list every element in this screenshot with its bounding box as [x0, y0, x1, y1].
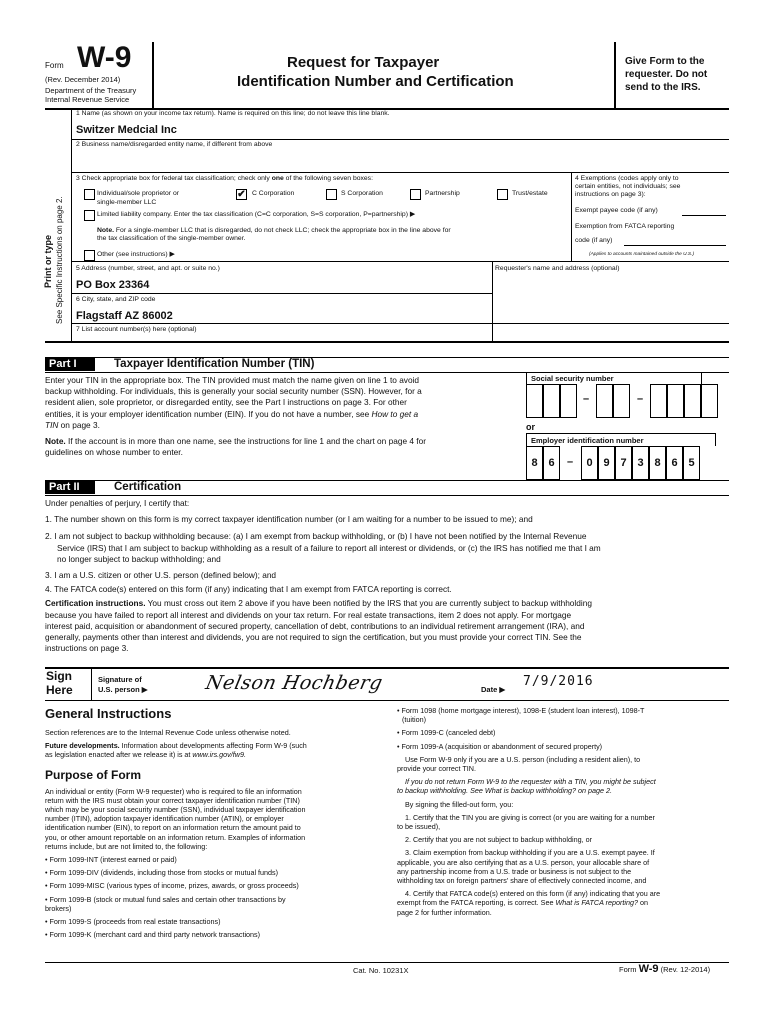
gi-pof-2: return with the IRS must obtain your correct taxpayer identification number (TIN)	[45, 795, 300, 805]
catalog-number: Cat. No. 10231X	[353, 966, 409, 975]
cert-instructions-bold: Certification instructions.	[45, 598, 146, 609]
rc-1099a: • Form 1099-A (acquisition or abandonment of secured property)	[397, 741, 603, 751]
exemptions-line1: 4 Exemptions (codes apply only to	[575, 175, 679, 182]
gi-pof-5: identification number (EIN), to report on an information return the amount paid to	[45, 823, 301, 833]
trust-estate-label: Trust/estate	[512, 190, 548, 197]
part2-title: Certification	[114, 481, 182, 493]
rc-c1b: to be issued),	[397, 822, 441, 832]
gi-section-references: Section references are to the Internal Revenue Code unless otherwise noted.	[45, 728, 291, 737]
cert-item-4: 4. The FATCA code(s) entered on this form (if any) indicating that I am exempt from FATCA reporting is correct.	[45, 584, 452, 595]
gi-fd-text1: Information about developments affecting Form W-9 (such	[119, 741, 307, 751]
gi-bullet-1099-b	[45, 895, 375, 913]
rc-1098	[397, 706, 729, 724]
ein-digit[interactable]: 3	[632, 446, 649, 480]
part1-text-5i: TIN	[45, 419, 59, 430]
agency: Internal Revenue Service	[45, 95, 130, 104]
footer-form-id	[619, 963, 710, 976]
ssn-digit[interactable]	[613, 384, 630, 418]
part1-text-4	[45, 409, 505, 420]
sign-word: Sign	[46, 669, 72, 683]
rc-c4a: 4. Certify that FATCA code(s) entered on this form (if any) indicating that you are	[405, 889, 661, 899]
cert-instructions-1	[45, 598, 729, 609]
rc-certify-4	[397, 889, 729, 917]
line6-label: 6 City, state, and ZIP code	[76, 296, 156, 303]
or-label: or	[526, 422, 535, 432]
part1-title: Taxpayer Identification Number (TIN)	[114, 358, 315, 370]
line5-address-value[interactable]: PO Box 23364	[76, 279, 150, 291]
revision-date: (Rev. December 2014)	[45, 75, 121, 84]
ssn-digit[interactable]	[684, 384, 701, 418]
part1-label: Part I	[45, 358, 95, 371]
part1-text-5	[45, 420, 505, 431]
form-title-line2: Identification Number and Certification	[237, 73, 514, 90]
rc-c4c: page 2 for further information.	[397, 907, 492, 917]
signature-value[interactable]: Nelson Hochberg	[203, 672, 385, 694]
footer-rev: (Rev. 12-2014)	[658, 965, 711, 974]
part1-note-bold: Note.	[45, 436, 66, 447]
cert-intro: Under penalties of perjury, I certify that:	[45, 498, 190, 508]
gi-fd-url: www.irs.gov/fw9.	[192, 750, 246, 760]
ein-digit[interactable]: 6	[543, 446, 560, 480]
partnership-label: Partnership	[425, 190, 460, 197]
gi-bullet-1099-int: • Form 1099-INT (interest earned or paid)	[45, 855, 177, 865]
part1-text-1: Enter your TIN in the appropriate box. The TIN provided must match the name given on line 1 to avoid	[45, 375, 420, 385]
sign-divider	[91, 667, 92, 700]
cert-instructions-4: generally, payments other than interest and dividends, you are not required to sign the certification, but you must provide your correct TIN. See the	[45, 632, 582, 643]
part2-label: Part II	[45, 481, 95, 494]
ein-digit[interactable]: 7	[615, 446, 632, 480]
see-specific-instructions: See Specific Instructions on page 2.	[55, 196, 64, 324]
give-form-line3: send to the IRS.	[625, 82, 701, 93]
ssn-digit[interactable]	[596, 384, 613, 418]
purpose-of-form-title: Purpose of Form	[45, 767, 142, 782]
gi-bullet-1099-k: • Form 1099-K (merchant card and third party network transactions)	[45, 930, 261, 940]
line1-name-value[interactable]: Switzer Medcial Inc	[76, 124, 177, 136]
side-divider	[71, 108, 72, 342]
rc-dnr-b: to backup withholding. See What is backup withholding? on page 2.	[397, 786, 612, 796]
exemptions-line2: certain entities, not individuals; see	[575, 183, 681, 190]
ein-dash: –	[567, 456, 574, 468]
gi-bullet-1099-s: • Form 1099-S (proceeds from real estate transactions)	[45, 917, 221, 927]
llc-note-bold: Note.	[97, 227, 114, 234]
ssn-label: Social security number	[531, 374, 614, 383]
part1-note-1	[45, 436, 505, 447]
part1-text-5b: on page 3.	[58, 419, 100, 430]
give-form-line2: requester. Do not	[625, 69, 708, 80]
part1-text-2: backup withholding. For individuals, this is generally your social security number (SSN). However, for a	[45, 386, 422, 397]
ein-digit[interactable]: 8	[526, 446, 543, 480]
ssn-digit[interactable]	[667, 384, 684, 418]
rc-c4b: exempt from the FATCA reporting, is correct. See	[397, 898, 556, 908]
rc-c4b-cont: on	[638, 898, 648, 908]
fatca-applies-note: (Applies to accounts maintained outside the U.S.)	[589, 252, 695, 257]
general-instructions-title: General Instructions	[45, 706, 172, 721]
rc-c3b: applicable, you are also certifying that as a U.S. person, your allocable share of	[397, 857, 650, 867]
rc-c3a: 3. Claim exemption from backup withholding if you are a U.S. exempt payee. If	[405, 848, 655, 858]
ssn-dash: –	[637, 393, 644, 405]
rule	[71, 293, 492, 294]
llc-note	[97, 227, 567, 243]
rule	[45, 341, 729, 343]
exemptions-line3: instructions on page 3):	[575, 191, 646, 198]
line3-label	[76, 175, 373, 183]
header-divider-left	[152, 42, 154, 108]
ssn-digit[interactable]	[701, 384, 718, 418]
other-label: Other (see instructions) ▶	[97, 251, 175, 258]
side-label	[43, 102, 73, 328]
rc-1098a: • Form 1098 (home mortgage interest), 1098-E (student loan interest), 1098-T	[397, 706, 645, 715]
individual-label-2: single-member LLC	[97, 199, 157, 206]
fatca-label-1: Exemption from FATCA reporting	[575, 223, 675, 230]
fatca-code-field[interactable]	[624, 245, 726, 246]
rc-c3d: withholding tax on foreign partners' share of effectively connected income, and	[397, 876, 647, 886]
rule	[71, 139, 729, 140]
footer-w9: W-9	[638, 963, 659, 975]
exempt-payee-label: Exempt payee code (if any)	[575, 207, 658, 214]
gi-b4a: • Form 1099-B (stock or mutual fund sales and certain other transactions by	[45, 894, 286, 904]
requester-label: Requester's name and address (optional)	[495, 265, 620, 272]
ssn-digit[interactable]	[543, 384, 560, 418]
cert-item-3: 3. I am a U.S. citizen or other U.S. person (defined below); and	[45, 570, 277, 581]
rule	[71, 172, 729, 173]
ein-label-box	[526, 433, 716, 446]
ssn-dash: –	[583, 393, 590, 405]
llc-note-line2: the tax classification of the single-member owner.	[97, 235, 246, 242]
cert-item-2a: 2. I am not subject to backup withholding because: (a) I am exempt from backup withholding, or (b) I have not been notified by the Internal Revenue	[45, 531, 587, 542]
gi-future-developments	[45, 741, 375, 759]
c-corporation-label: C Corporation	[252, 190, 295, 197]
line3-label-pre: 3 Check appropriate box for federal tax classification; check only	[76, 175, 272, 182]
gi-purpose-text	[45, 787, 375, 851]
other-checkbox[interactable]	[84, 250, 95, 261]
rc-use-b: provide your correct TIN.	[397, 764, 476, 774]
llc-label: Limited liability company. Enter the tax classification (C=C corporation, S=S corporation, P=partnership) ▶	[97, 211, 416, 218]
part1-note-text: If the account is in more than one name, see the instructions for line 1 and the chart on page 4 for	[65, 436, 426, 447]
gi-bullet-1099-div: • Form 1099-DIV (dividends, including those from stocks or mutual funds)	[45, 868, 279, 878]
gi-pof-6: you, or other amount reportable on an information return. Examples of information	[45, 832, 306, 842]
department: Department of the Treasury	[45, 86, 137, 95]
rule	[71, 261, 729, 262]
ssn-field[interactable]	[526, 384, 716, 418]
cert-instructions-text1: You must cross out item 2 above if you have been notified by the IRS that you are currently subject to backup withholding	[145, 598, 592, 609]
requester-divider	[492, 261, 493, 341]
individual-label: Individual/sole proprietor or	[97, 190, 179, 197]
give-form-line1: Give Form to the	[625, 56, 705, 67]
general-instructions	[45, 706, 375, 943]
part1-text-4i: How to get a	[371, 408, 419, 419]
gi-pof-1: An individual or entity (Form W-9 requester) who is required to file an information	[45, 786, 302, 796]
s-corporation-label: S Corporation	[341, 190, 383, 197]
line7-label: 7 List account number(s) here (optional)	[76, 326, 197, 333]
form-title-line1: Request for Taxpayer	[287, 54, 440, 71]
cert-instructions-5: instructions on page 3.	[45, 643, 129, 654]
rule	[45, 495, 729, 496]
rc-do-not-return	[397, 777, 729, 795]
rc-c4b-italic: What is FATCA reporting?	[555, 898, 638, 908]
rule	[71, 323, 729, 324]
ein-field[interactable]	[526, 446, 716, 480]
form-header	[45, 40, 729, 118]
rule	[45, 667, 729, 669]
rc-certify-2: 2. Certify that you are not subject to backup withholding, or	[405, 835, 592, 845]
line3-label-post: of the following seven boxes:	[283, 175, 373, 182]
gi-pof-3: which may be your social security number (SSN), individual taxpayer identification	[45, 805, 306, 815]
gi-fd-text2: as legislation enacted after we release it) is at	[45, 750, 193, 760]
gi-bullet-1099-misc: • Form 1099-MISC (various types of income, prizes, awards, or gross proceeds)	[45, 881, 299, 891]
ssn-digit[interactable]	[650, 384, 667, 418]
line1-label: 1 Name (as shown on your income tax return). Name is required on this line; do not leave this line blank.	[76, 110, 390, 117]
print-or-type: Print or type	[43, 234, 53, 288]
date-value[interactable]: 7/9/2016	[523, 674, 594, 689]
part1-text-3: resident alien, sole proprietor, or disregarded entity, see the Part I instructions on page 3. For other	[45, 397, 407, 408]
gi-pof-4: number (ITIN), adoption taxpayer identification number (ATIN), or employer	[45, 814, 284, 824]
footer-form-word: Form	[619, 965, 639, 974]
part1-note-2: guidelines on whose number to enter.	[45, 447, 183, 458]
line6-city-value[interactable]: Flagstaff AZ 86002	[76, 310, 173, 322]
exemptions-divider	[571, 172, 572, 261]
ssn-digit[interactable]	[526, 384, 543, 418]
rc-1099c: • Form 1099-C (canceled debt)	[397, 728, 496, 738]
date-label: Date ▶	[481, 685, 506, 694]
individual-checkbox[interactable]	[84, 189, 95, 200]
here-word: Here	[46, 683, 73, 697]
header-divider-right	[614, 42, 616, 108]
ein-digit[interactable]: 0	[581, 446, 598, 480]
partnership-checkbox[interactable]	[410, 189, 421, 200]
line2-label: 2 Business name/disregarded entity name, if different from above	[76, 141, 273, 148]
rc-c3c: any partnership income from a U.S. trade or business is not subject to the	[397, 866, 632, 876]
line5-label: 5 Address (number, street, and apt. or suite no.)	[76, 265, 220, 272]
part1-instructions	[45, 375, 505, 458]
cert-instructions-2: because you have failed to report all interest and dividends on your tax return. For real estate transactions, item 2 does not apply. For mortgage	[45, 609, 572, 620]
llc-checkbox[interactable]	[84, 210, 95, 221]
rc-1098b: (tuition)	[402, 715, 426, 725]
cert-instructions-3: interest paid, acquisition or abandonment of secured property, cancellation of debt, contributions to an individual retirement arrangement (IRA), and	[45, 620, 585, 631]
part1-text-4a: entities, it is your employer identification number (EIN). If you do not have a number, see	[45, 408, 372, 419]
exemptions-box	[575, 175, 729, 199]
rc-use-a: Use Form W-9 only if you are a U.S. person (including a resident alien), to	[405, 754, 641, 764]
ein-digit[interactable]: 5	[683, 446, 700, 480]
cert-item-1: 1. The number shown on this form is my correct taxpayer identification number (or I am waiting for a number to be issued to me); and	[45, 514, 533, 525]
ein-digit[interactable]: 9	[598, 446, 615, 480]
gi-b4b: brokers)	[45, 903, 72, 913]
trust-estate-checkbox[interactable]	[497, 189, 508, 200]
form-word: Form	[45, 61, 64, 70]
right-column	[397, 706, 729, 921]
ein-digit[interactable]: 6	[666, 446, 683, 480]
rc-certify-3	[397, 848, 729, 885]
rc-by-signing: By signing the filled-out form, you:	[405, 799, 514, 809]
form-number: W-9	[77, 41, 132, 74]
signature-label-2: U.S. person ▶	[98, 685, 148, 694]
c-corporation-checkbox[interactable]: ✔	[237, 189, 246, 200]
ein-digit[interactable]: 8	[649, 446, 666, 480]
rc-c1a: 1. Certify that the TIN you are giving is correct (or you are waiting for a number	[405, 812, 655, 822]
cert-item-2b: Service (IRS) that I am subject to backup withholding as a result of a failure to report all interest or dividends, or (c) the IRS has notified me that I am	[57, 542, 601, 553]
certification-text	[45, 498, 729, 654]
signature-label-1: Signature of	[98, 675, 142, 684]
gi-fd-bold: Future developments.	[45, 741, 120, 751]
cert-item-2c: no longer subject to backup withholding; and	[57, 553, 221, 564]
rc-certify-1	[397, 813, 729, 831]
rc-use-form	[397, 755, 729, 773]
gi-pof-7: returns include, but are not limited to, the following:	[45, 841, 208, 851]
ssn-label-box	[526, 372, 702, 384]
s-corporation-checkbox[interactable]	[326, 189, 337, 200]
fatca-label-2: code (if any)	[575, 237, 613, 244]
rule	[45, 700, 729, 701]
rc-dnr-a: If you do not return Form W-9 to the requester with a TIN, you might be subject	[405, 777, 656, 787]
ssn-digit[interactable]	[560, 384, 577, 418]
llc-note-line1: For a single-member LLC that is disregarded, do not check LLC; check the appropriate box in the line above for	[114, 227, 451, 234]
line3-label-bold: one	[271, 175, 284, 182]
ein-label: Employer identification number	[531, 436, 644, 445]
exempt-payee-field[interactable]	[682, 215, 726, 216]
